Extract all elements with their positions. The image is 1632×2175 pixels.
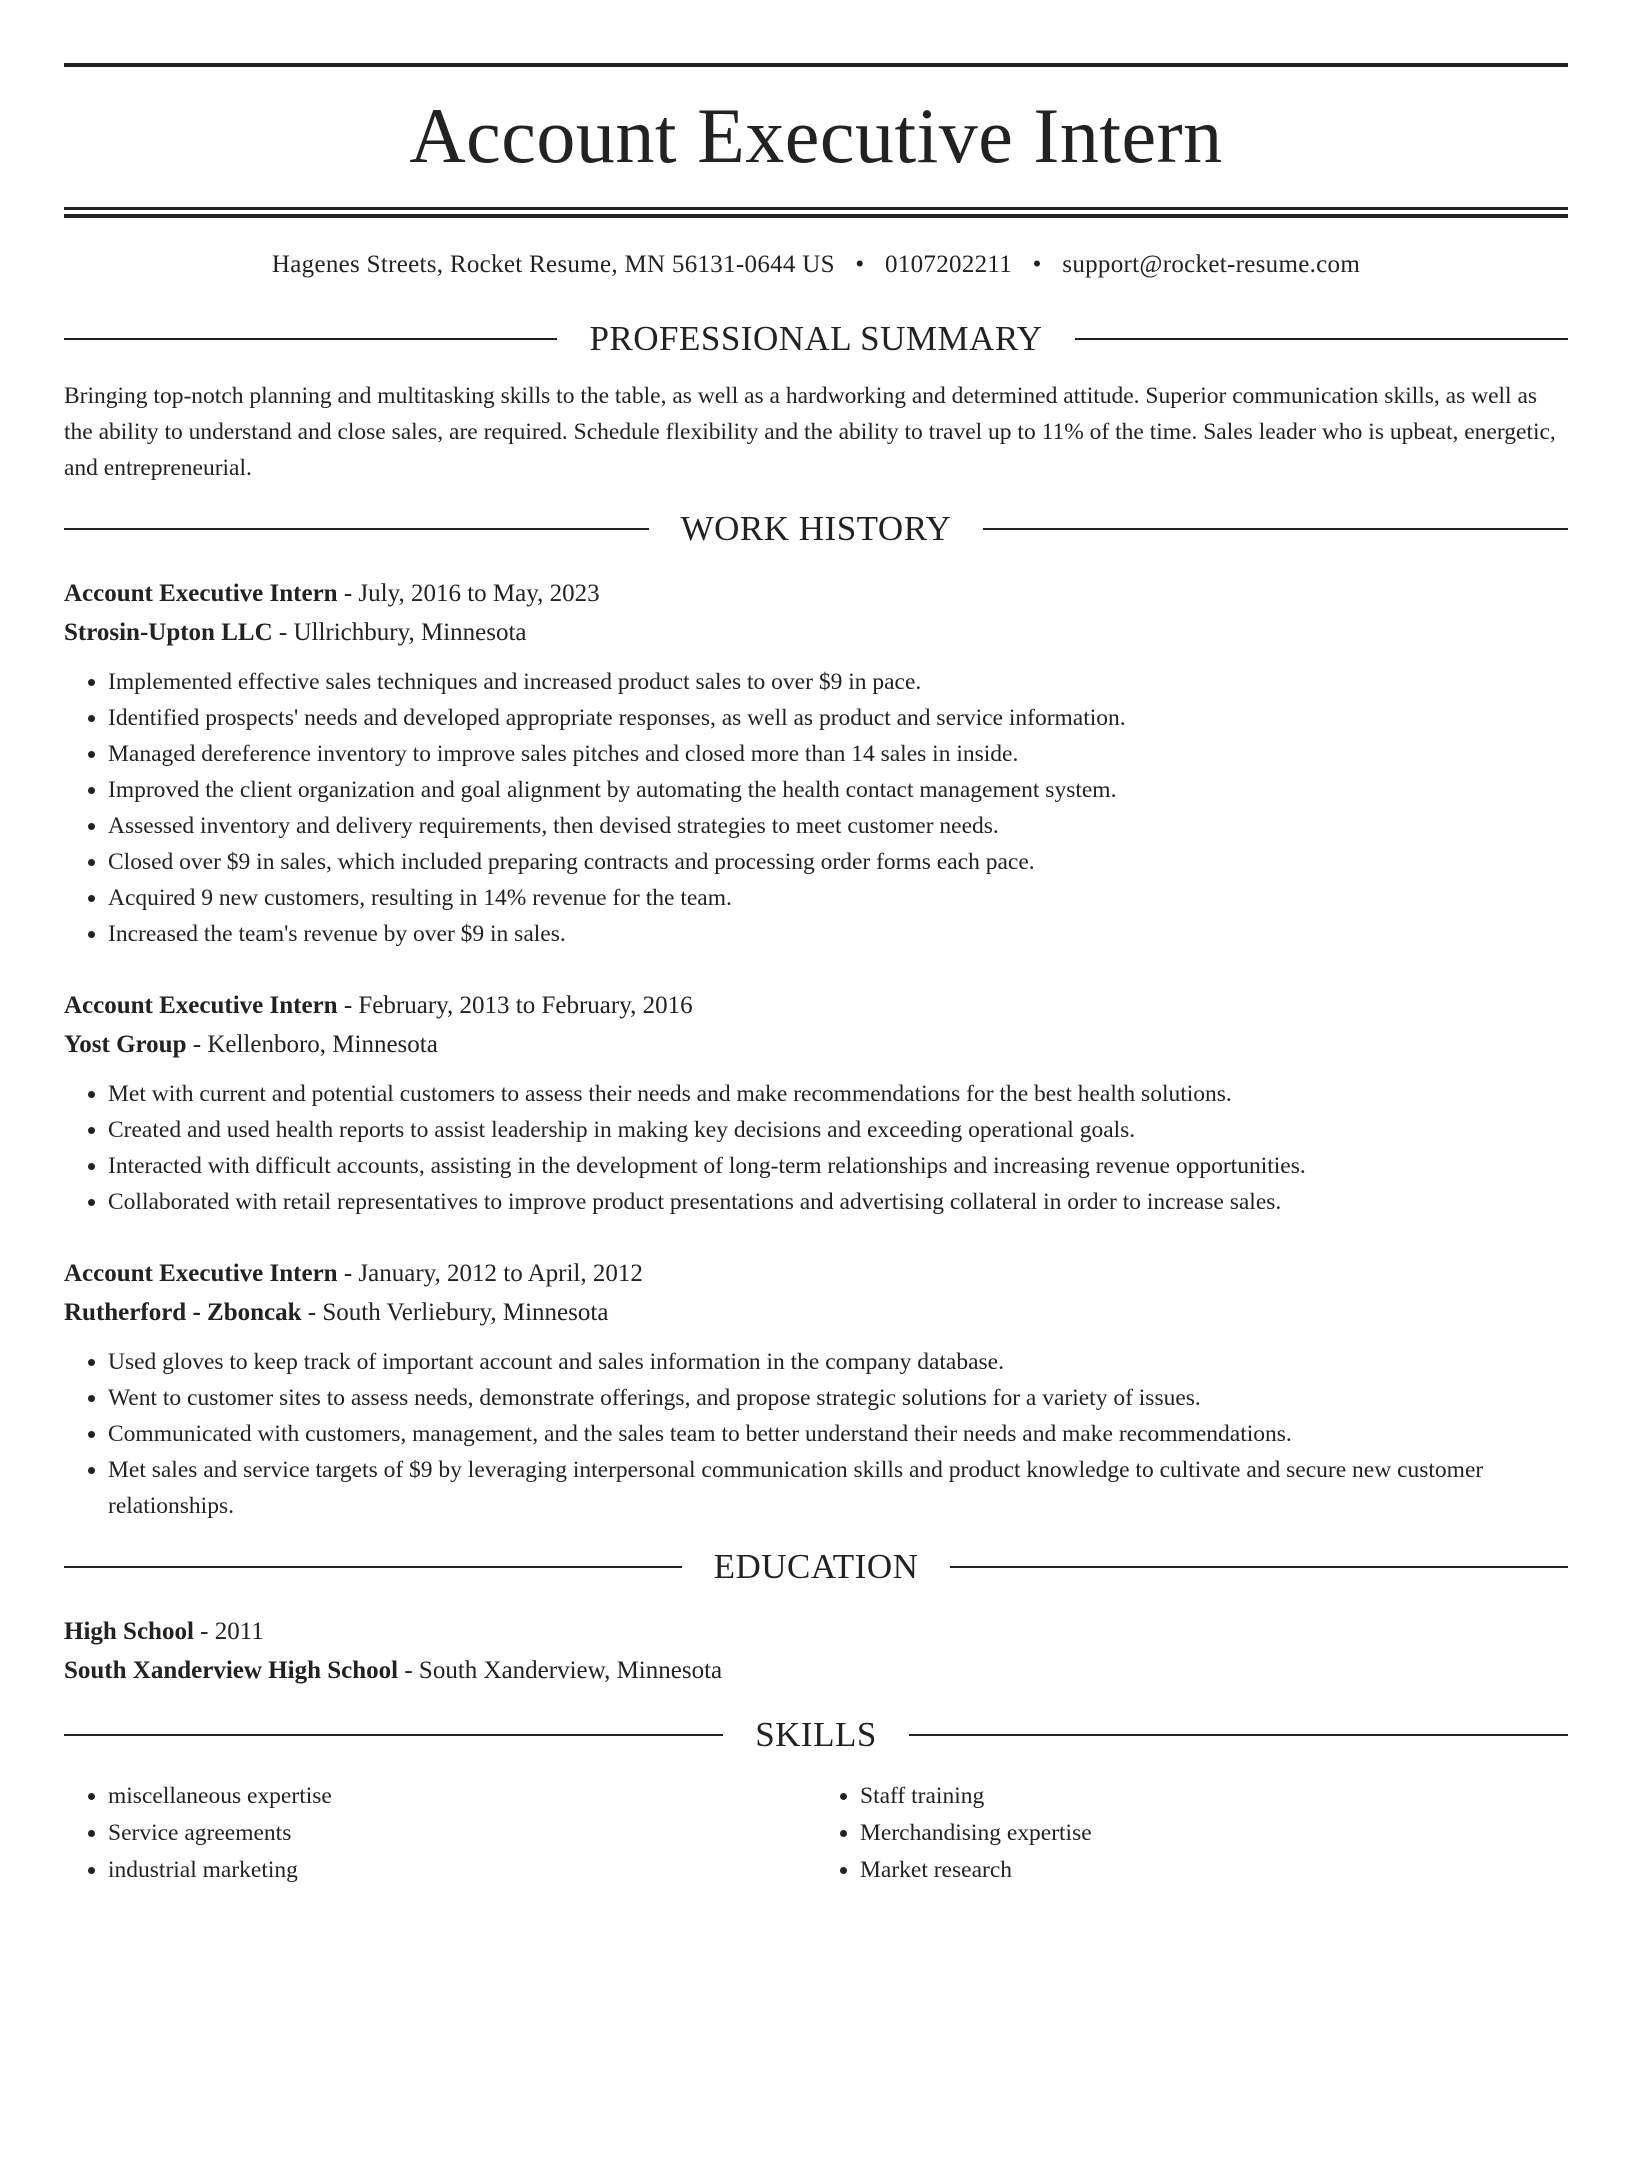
job-company-line xyxy=(64,1025,1568,1064)
skills-column-right xyxy=(816,1778,1568,1889)
heading-rule-left xyxy=(64,528,649,530)
section-title: SKILLS xyxy=(755,1715,877,1754)
heading-rule-right xyxy=(909,1734,1568,1736)
top-divider xyxy=(64,63,1568,67)
education-location: - South Xanderview, Minnesota xyxy=(398,1657,723,1684)
list-item: • Increased the team's revenue by over $9 in sales. xyxy=(108,916,1568,952)
list-item: • Assessed inventory and delivery requirements, then devised strategies to meet customer needs. xyxy=(108,808,1568,844)
job-dates: - July, 2016 to May, 2023 xyxy=(337,580,600,607)
job-bullets xyxy=(64,1076,1568,1220)
job-company: Strosin-Upton LLC xyxy=(64,619,273,646)
list-item: • Communicated with customers, management, and the sales team to better understand their needs and make recommendations. xyxy=(108,1416,1568,1452)
job-company-line xyxy=(64,613,1568,652)
skills-column-left xyxy=(64,1778,816,1889)
list-item: • Created and used health reports to assist leadership in making key decisions and exceeding operational goals. xyxy=(108,1112,1568,1148)
skill-item: • Service agreements xyxy=(108,1815,816,1852)
section-title: WORK HISTORY xyxy=(680,509,952,548)
skill-item: • Market research xyxy=(860,1852,1568,1889)
list-item: • Acquired 9 new customers, resulting in 14% revenue for the team. xyxy=(108,880,1568,916)
job-title-line xyxy=(64,986,1568,1025)
job-dates: - February, 2013 to February, 2016 xyxy=(337,992,693,1019)
title-double-divider xyxy=(64,207,1568,218)
list-item: • Closed over $9 in sales, which included preparing contracts and processing order forms each pace. xyxy=(108,844,1568,880)
job-location: - Kellenboro, Minnesota xyxy=(186,1031,438,1058)
job-bullets xyxy=(64,1344,1568,1524)
job-bullets xyxy=(64,664,1568,952)
list-item: • Improved the client organization and goal alignment by automating the health contact management system. xyxy=(108,772,1568,808)
heading-rule-right xyxy=(950,1566,1568,1568)
job-dates: - January, 2012 to April, 2012 xyxy=(337,1260,643,1287)
job-location: - South Verliebury, Minnesota xyxy=(301,1299,609,1326)
heading-rule-left xyxy=(64,1566,682,1568)
section-heading-work-history xyxy=(64,506,1568,552)
job-company: Yost Group xyxy=(64,1031,187,1058)
heading-rule-right xyxy=(983,528,1568,530)
resume-page xyxy=(0,63,1632,2175)
list-item: • Interacted with difficult accounts, assisting in the development of long-term relationships and increasing revenue opportunities. xyxy=(108,1148,1568,1184)
section-title: PROFESSIONAL SUMMARY xyxy=(589,319,1043,358)
skills-columns xyxy=(64,1778,1568,1889)
contact-line xyxy=(64,250,1568,280)
education-degree: High School xyxy=(64,1618,194,1645)
section-heading-education xyxy=(64,1544,1568,1590)
list-item: • Collaborated with retail representatives to improve product presentations and advertising collateral in order to increase sales. xyxy=(108,1184,1568,1220)
education-school: South Xanderview High School xyxy=(64,1657,399,1684)
list-item: • Identified prospects' needs and developed appropriate responses, as well as product and service information. xyxy=(108,700,1568,736)
education-entry xyxy=(64,1612,1568,1690)
resume-title: Account Executive Intern xyxy=(409,92,1223,179)
skill-item: • Merchandising expertise xyxy=(860,1815,1568,1852)
section-heading-summary xyxy=(64,316,1568,362)
heading-rule-left xyxy=(64,1734,723,1736)
job-title: Account Executive Intern xyxy=(64,1260,338,1287)
job-company: Rutherford - Zboncak xyxy=(64,1299,302,1326)
skill-item: • miscellaneous expertise xyxy=(108,1778,816,1815)
job-company-line xyxy=(64,1293,1568,1332)
contact-address: Hagenes Streets, Rocket Resume, MN 56131-0644 US xyxy=(271,251,835,278)
skill-item: • industrial marketing xyxy=(108,1852,816,1889)
contact-email: support@rocket-resume.com xyxy=(1062,251,1361,278)
heading-rule-right xyxy=(1075,338,1568,340)
section-heading-skills xyxy=(64,1712,1568,1758)
education-year: - 2011 xyxy=(193,1618,264,1645)
job-title: Account Executive Intern xyxy=(64,580,338,607)
job-title-line xyxy=(64,574,1568,613)
contact-separator: • xyxy=(1032,251,1042,278)
education-degree-line xyxy=(64,1612,1568,1651)
list-item: • Managed dereference inventory to improve sales pitches and closed more than 14 sales in inside. xyxy=(108,736,1568,772)
contact-phone: 0107202211 xyxy=(885,251,1013,278)
heading-rule-left xyxy=(64,338,557,340)
list-item: • Met with current and potential customers to assess their needs and make recommendations for the best health solutions. xyxy=(108,1076,1568,1112)
list-item: • Went to customer sites to assess needs, demonstrate offerings, and propose strategic solutions for a variety of issues. xyxy=(108,1380,1568,1416)
skill-item: • Staff training xyxy=(860,1778,1568,1815)
list-item: • Met sales and service targets of $9 by leveraging interpersonal communication skills and product knowledge to cultivate and secure new customer relationships. xyxy=(108,1452,1568,1524)
job-title: Account Executive Intern xyxy=(64,992,338,1019)
job-entry xyxy=(64,1254,1568,1524)
summary-text: Bringing top-notch planning and multitasking skills to the table, as well as a hardworking and determined attitude. Superior communication skills, as well as the ability to understand and close sales, are required. Schedule flexibility and the ability to travel up to 11% of the time. Sales leader who is upbeat, energetic, and entrepreneurial. xyxy=(64,383,1556,481)
job-entry xyxy=(64,986,1568,1220)
education-school-line xyxy=(64,1651,1568,1690)
contact-separator: • xyxy=(855,251,865,278)
list-item: • Implemented effective sales techniques and increased product sales to over $9 in pace. xyxy=(108,664,1568,700)
job-entry xyxy=(64,574,1568,952)
list-item: • Used gloves to keep track of important account and sales information in the company database. xyxy=(108,1344,1568,1380)
section-title: EDUCATION xyxy=(713,1547,919,1586)
job-location: - Ullrichbury, Minnesota xyxy=(272,619,527,646)
job-title-line xyxy=(64,1254,1568,1293)
